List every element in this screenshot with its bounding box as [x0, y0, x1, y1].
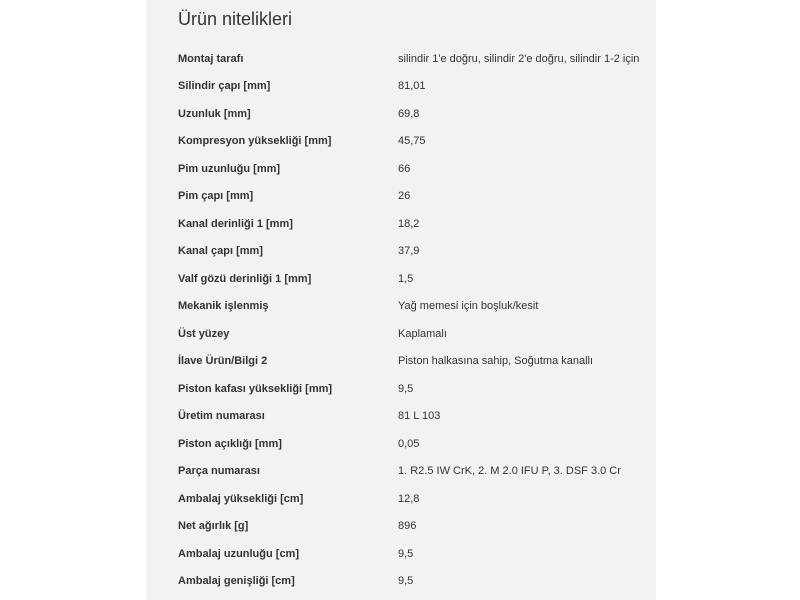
attribute-label: Valf gözü derinliği 1 [mm]: [178, 272, 312, 285]
attribute-row: [146, 100, 656, 128]
attribute-label: Montaj tarafı: [178, 52, 244, 65]
attribute-label: Üretim numarası: [178, 410, 265, 423]
attribute-label: Kompresyon yüksekliği [mm]: [178, 135, 332, 148]
attribute-row: [146, 265, 656, 293]
attribute-value: 81 L 103: [398, 410, 441, 423]
attribute-label: Uzunluk [mm]: [178, 107, 251, 120]
attribute-label: Kanal çapı [mm]: [178, 245, 263, 258]
section-title: Ürün nitelikleri: [178, 9, 293, 29]
attribute-value: 1,5: [398, 272, 414, 285]
attribute-label: Ambalaj genişliği [cm]: [178, 575, 295, 588]
attribute-value: Yağ memesi için boşluk/kesit: [398, 300, 539, 313]
attribute-label: İlave Ürün/Bilgi 2: [178, 355, 268, 368]
attribute-row: [146, 183, 656, 211]
attribute-row: [146, 375, 656, 403]
attribute-label: Pim çapı [mm]: [178, 190, 254, 203]
attribute-row: [146, 128, 656, 156]
attribute-row: [146, 293, 656, 321]
attribute-value: 9,5: [398, 382, 414, 395]
attribute-value: 18,2: [398, 217, 420, 230]
attribute-label: Net ağırlık [g]: [178, 520, 249, 533]
attribute-row: [146, 73, 656, 101]
attribute-label: Piston açıklığı [mm]: [178, 437, 282, 450]
attribute-value: 896: [398, 520, 417, 533]
attribute-value: 37,9: [398, 245, 420, 258]
attribute-row: [146, 458, 656, 486]
attribute-row: [146, 45, 656, 73]
attribute-row: [146, 513, 656, 541]
attribute-label: Pim uzunluğu [mm]: [178, 162, 281, 175]
attribute-value: Piston halkasına sahip, Soğutma kanallı: [398, 355, 594, 368]
attribute-value: 9,5: [398, 547, 414, 560]
attribute-label: Silindir çapı [mm]: [178, 80, 271, 93]
attribute-row: [146, 430, 656, 458]
attribute-value: 0,05: [398, 437, 420, 450]
attribute-value: 45,75: [398, 135, 426, 148]
attribute-value: 69,8: [398, 107, 420, 120]
attribute-value: 26: [398, 190, 411, 203]
attribute-label: Ambalaj yüksekliği [cm]: [178, 492, 304, 505]
attribute-row: [146, 403, 656, 431]
attribute-value: Kaplamalı: [398, 327, 447, 340]
attribute-value: 12,8: [398, 492, 420, 505]
attribute-row: [146, 155, 656, 183]
attribute-row: [146, 485, 656, 513]
attribute-label: Piston kafası yüksekliği [mm]: [178, 382, 333, 395]
attribute-label: Parça numarası: [178, 465, 260, 478]
attribute-label: Kanal derinliği 1 [mm]: [178, 217, 293, 230]
product-attributes-panel: [146, 0, 656, 600]
attribute-value: 1. R2.5 IW CrK, 2. M 2.0 IFU P, 3. DSF 3.0 Cr: [398, 465, 621, 478]
attribute-label: Ambalaj uzunluğu [cm]: [178, 547, 299, 560]
attribute-row: [146, 210, 656, 238]
attribute-value: 9,5: [398, 575, 414, 588]
attribute-value: 81,01: [398, 80, 426, 93]
attribute-value: silindir 1'e doğru, silindir 2'e doğru, silindir 1-2 için: [398, 52, 640, 65]
attribute-row: [146, 568, 656, 596]
attribute-label: Üst yüzey: [178, 327, 230, 340]
attribute-row: [146, 238, 656, 266]
attribute-row: [146, 320, 656, 348]
attribute-row: [146, 348, 656, 376]
attributes-table: [146, 45, 656, 595]
attribute-value: 66: [398, 162, 411, 175]
attribute-row: [146, 540, 656, 568]
attribute-label: Mekanik işlenmiş: [178, 300, 269, 313]
